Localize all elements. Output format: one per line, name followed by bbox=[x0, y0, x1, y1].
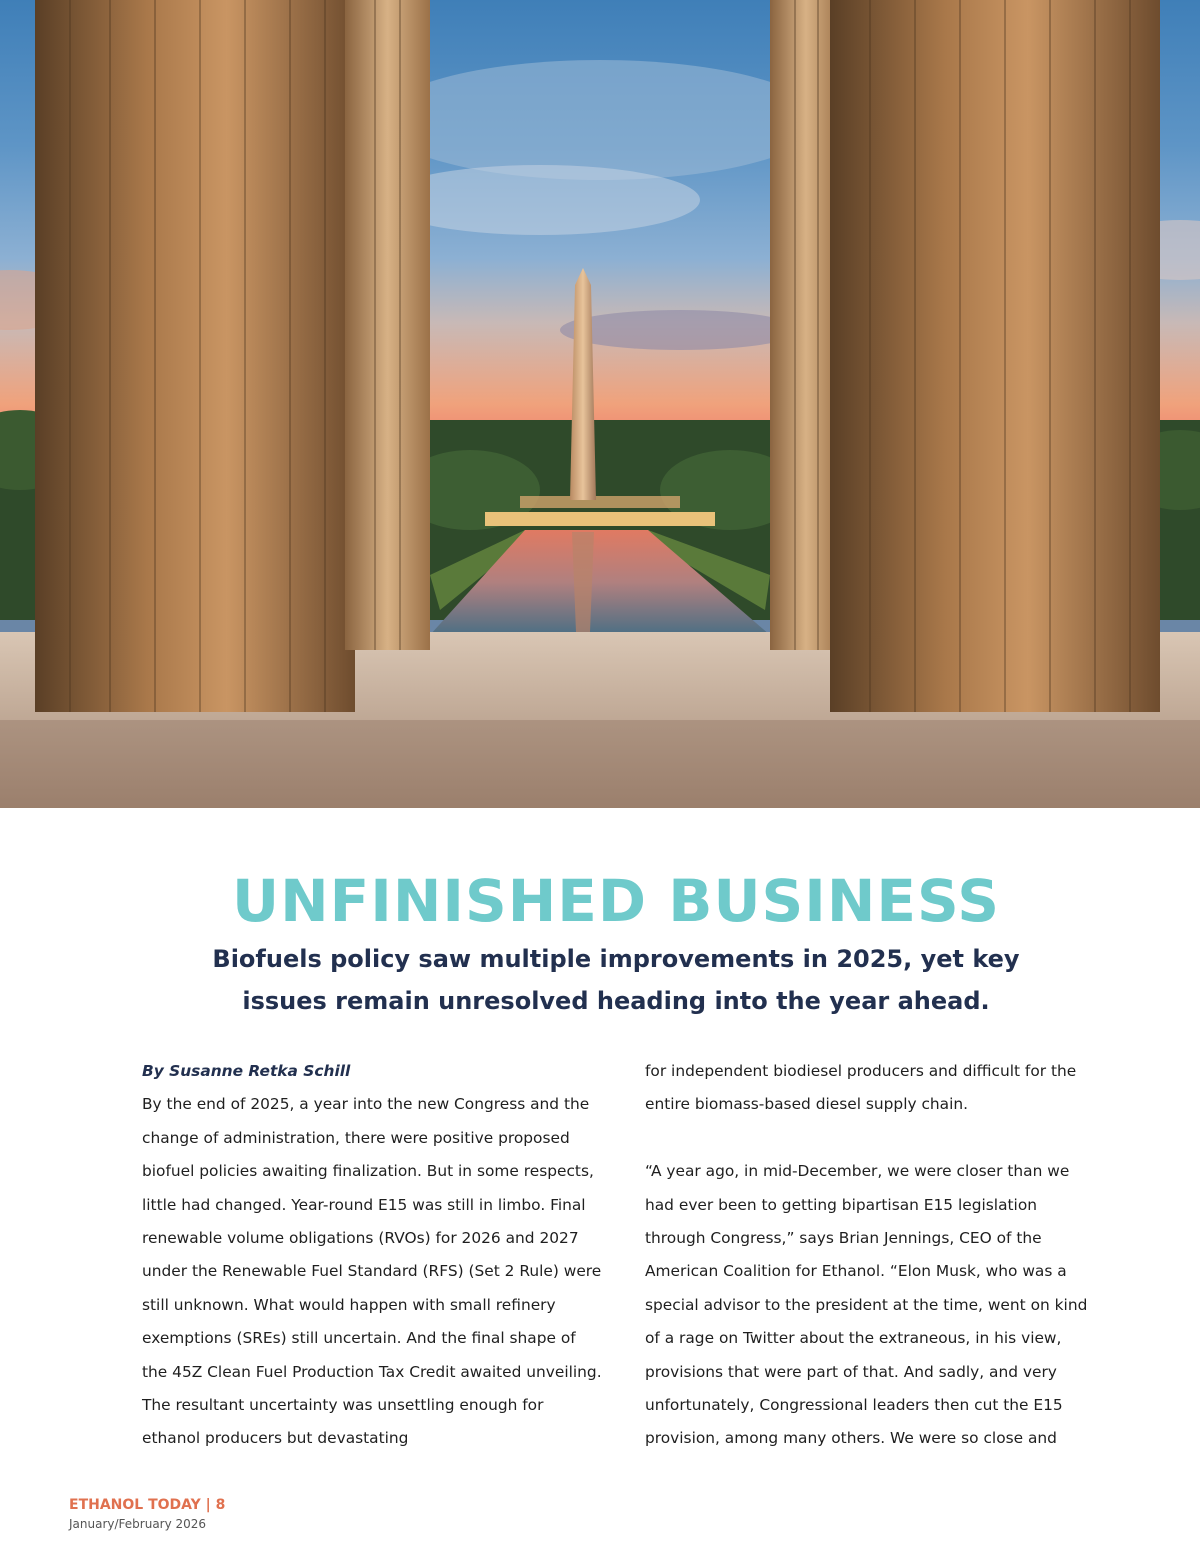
body-paragraph: for independent biodiesel producers and difficult for the entire biomass-based diesel supply chain. bbox=[645, 1062, 1077, 1114]
subtitle-line-2: issues remain unresolved heading into the year ahead. bbox=[242, 987, 990, 1015]
subtitle-line-1: Biofuels policy saw multiple improvements in 2025, yet key bbox=[212, 945, 1020, 973]
body-paragraph: By the end of 2025, a year into the new Congress and the change of administration, there were positive proposed biofuel policies awaiting finalization. But in some respects, little had changed. Year-round E15 was still in limbo. Final renewable volume obligations (RVOs) for 2026 and 2027 under the Renewable Fuel Standard (RFS) (Set 2 Rule) were still unknown. What would happen with small refinery exemptions (SREs) still uncertain. And the final shape of the 45Z Clean Fuel Production Tax Credit awaited unveiling. The resultant uncertainty was unsettling enough for ethanol producers but devastating bbox=[142, 1095, 602, 1448]
article-title: UNFINISHED BUSINESS bbox=[232, 867, 1000, 935]
article-column-left bbox=[142, 1055, 602, 1456]
footer-brand: ETHANOL TODAY | 8 bbox=[69, 1497, 226, 1513]
article-subtitle bbox=[200, 938, 1032, 1022]
footer-date: January/February 2026 bbox=[69, 1517, 207, 1531]
paragraph-gap bbox=[645, 1122, 1100, 1155]
article-column-right bbox=[645, 1055, 1100, 1456]
body-paragraph: “A year ago, in mid-December, we were closer than we had ever been to getting bipartisan E15 legislation through Congress,” says Brian Jennings, CEO of the American Coalition for Ethanol. “Elon Musk, who was a special advisor to the president at the time, went on kind of a rage on Twitter about the extraneous, in his view, provisions that were part of that. And sadly, and very unfortunately, Congressional leaders then cut the E15 provision, among many others. We were so close and bbox=[645, 1162, 1088, 1448]
byline: By Susanne Retka Schill bbox=[142, 1062, 351, 1080]
